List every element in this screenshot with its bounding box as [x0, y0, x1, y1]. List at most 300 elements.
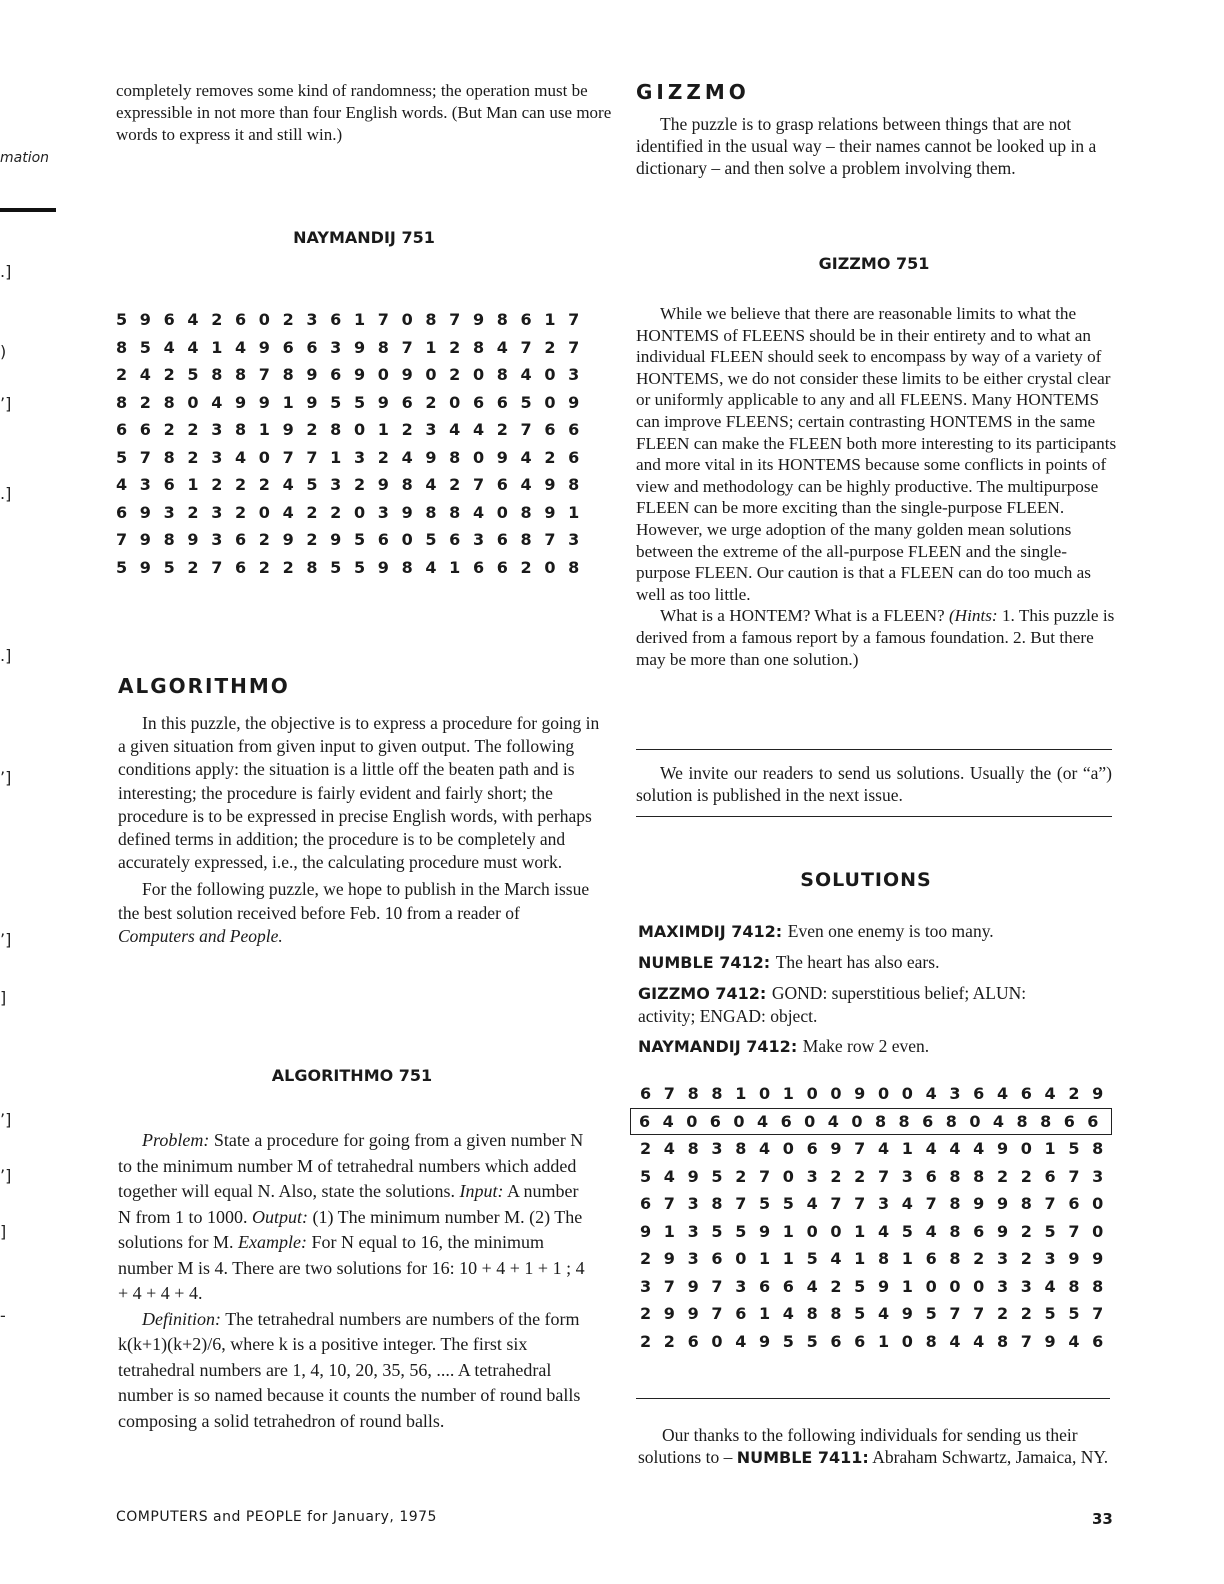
thanks-rule: [636, 1398, 1110, 1399]
gizzmo-intro-paragraph: The puzzle is to grasp relations between things that are not identified in the usual way – their names cannot be looked up in a dictionary – and then solve a problem involving them.: [636, 114, 1097, 178]
naymandij-digit: 6: [163, 475, 175, 495]
algorithmo-description: [118, 712, 600, 948]
solution-grid-digit: 9: [758, 1331, 771, 1351]
solution-grid-digit: 9: [996, 1221, 1009, 1241]
solution-grid-digit: 0: [1092, 1194, 1104, 1214]
naymandij-digit: 5: [116, 447, 128, 467]
naymandij-digit: 0: [472, 365, 485, 385]
naymandij-digit: 6: [377, 530, 389, 550]
naymandij-digit: 2: [330, 502, 342, 522]
margin-fragment: mation: [0, 150, 50, 166]
definition-paragraph: [118, 1307, 586, 1435]
naymandij-digit: 7: [544, 530, 556, 550]
margin-bracket: ’]: [0, 394, 12, 413]
naymandij-digit: 4: [449, 420, 461, 440]
naymandij-digit: 0: [449, 392, 461, 412]
naymandij-digit: 6: [520, 310, 532, 330]
naymandij-digit: 8: [211, 365, 223, 385]
solution-grid-digit: 1: [877, 1331, 890, 1351]
solution-grid-digit: 5: [711, 1166, 723, 1186]
solution-grid-digit: 8: [1068, 1276, 1080, 1296]
naymandij-digit: 3: [211, 420, 223, 440]
naymandij-digit: 5: [520, 392, 532, 412]
solution-grid-digit: 6: [973, 1221, 985, 1241]
solution-grid-digit: 1: [1044, 1139, 1056, 1159]
naymandij-digit: 8: [520, 502, 532, 522]
invite-rule-bottom: [636, 816, 1112, 817]
naymandij-digit: 3: [330, 475, 342, 495]
intro-paragraph: completely removes some kind of randomness; the operation must be expressible in not more than four English words. (But Man can use more words to express it and still win.): [116, 81, 612, 144]
solution-text: GOND: superstitious belief; ALUN: activity; ENGAD: object.: [638, 983, 1027, 1026]
solution-grid-digit: 8: [949, 1194, 961, 1214]
solution-grid-digit: 5: [1044, 1221, 1056, 1241]
solution-grid-digit: 4: [949, 1331, 961, 1351]
solution-grid-row: [636, 1328, 1116, 1356]
solution-grid-digit: 7: [663, 1194, 675, 1214]
naymandij-digit: 0: [377, 365, 389, 385]
algorithmo-heading: ALGORITHMO: [118, 674, 290, 698]
naymandij-digit: 0: [353, 420, 366, 440]
naymandij-digit: 4: [234, 337, 247, 357]
naymandij-digit: 2: [520, 557, 532, 577]
naymandij-digit: 0: [425, 365, 437, 385]
solution-grid-digit: 6: [1087, 1111, 1099, 1131]
naymandij-digit: 2: [544, 337, 556, 357]
solution-grid-digit: 0: [686, 1111, 698, 1131]
margin-bracket: .]: [0, 484, 12, 503]
naymandij-digit: 8: [306, 557, 318, 577]
naymandij-digit: 1: [377, 420, 389, 440]
algorithmo751-body: [118, 1128, 586, 1434]
naymandij-digit: 2: [163, 365, 175, 385]
margin-bracket: ’]: [0, 930, 12, 949]
naymandij-digit: 3: [211, 530, 223, 550]
naymandij-title: NAYMANDIJ 751: [293, 228, 435, 247]
naymandij-digit: 4: [282, 502, 294, 522]
naymandij-digit: 9: [353, 337, 366, 357]
naymandij-digit: 9: [306, 365, 318, 385]
gizzmo-questions: What is a HONTEM? What is a FLEEN?: [660, 606, 949, 626]
solution-grid-row: [636, 1135, 1116, 1163]
naymandij-digit: 3: [568, 530, 580, 550]
naymandij-digit: 8: [282, 365, 294, 385]
solution-grid-digit: 7: [1044, 1194, 1056, 1214]
solution-grid-digit: 4: [973, 1139, 985, 1159]
naymandij-digit: 8: [425, 310, 437, 330]
solution-grid-digit: 6: [711, 1249, 723, 1269]
problem-text: State a procedure for going from a given number N to the minimum number M of tetrahedral numbers which added together will equal N. Also, state the solutions.: [118, 1130, 584, 1201]
solution-grid-digit: 9: [854, 1084, 866, 1104]
solution-grid-digit: 9: [640, 1221, 652, 1241]
margin-bracket: -: [0, 1306, 6, 1325]
naymandij-digit: 8: [163, 530, 175, 550]
naymandij-digit: 8: [116, 392, 128, 412]
solution-grid-digit: 8: [877, 1249, 890, 1269]
solution-grid-digit: 6: [922, 1111, 934, 1131]
naymandij-row: [116, 554, 592, 582]
solution-text: The heart has also ears.: [775, 952, 940, 972]
solution-grid-digit: 4: [758, 1139, 771, 1159]
naymandij-digit: 3: [211, 447, 223, 467]
problem-paragraph: [118, 1128, 586, 1307]
hints-text: 1. This puzzle is derived from a famous report by a famous foundation. 2. But there may be more than one solution.): [636, 606, 1115, 669]
input-text: A number N from 1 to 1000.: [118, 1181, 579, 1227]
naymandij-digit: 6: [568, 420, 580, 440]
solution-grid-digit: 6: [758, 1276, 771, 1296]
naymandij-digit: 3: [163, 502, 175, 522]
solution-grid-digit: 2: [996, 1304, 1009, 1324]
gizzmo751-body: [636, 303, 1120, 670]
solution-item: [638, 1035, 1114, 1058]
naymandij-digit: 0: [187, 392, 199, 412]
naymandij-digit: 0: [353, 502, 366, 522]
solution-grid-digit: 2: [1020, 1221, 1032, 1241]
solution-grid-digit: 8: [1092, 1139, 1104, 1159]
solution-grid-digit: 9: [996, 1194, 1009, 1214]
solution-grid-row: [636, 1218, 1116, 1246]
solution-grid-digit: 0: [877, 1084, 890, 1104]
naymandij-digit: 4: [520, 365, 532, 385]
naymandij-digit: 6: [330, 365, 342, 385]
naymandij-digit: 0: [544, 392, 556, 412]
solution-grid-digit: 6: [782, 1276, 794, 1296]
naymandij-digit: 6: [496, 557, 508, 577]
naymandij-digit: 6: [496, 392, 508, 412]
naymandij-digit: 8: [449, 502, 461, 522]
naymandij-digit: 2: [401, 420, 413, 440]
naymandij-digit: 1: [568, 502, 580, 522]
naymandij-digit: 8: [234, 365, 247, 385]
solution-grid-digit: 5: [1044, 1304, 1056, 1324]
solution-grid-digit: 7: [711, 1276, 723, 1296]
naymandij-digit: 6: [234, 557, 247, 577]
solution-grid-digit: 2: [735, 1166, 747, 1186]
solution-grid-digit: 2: [1020, 1249, 1032, 1269]
solution-grid-digit: 2: [996, 1166, 1009, 1186]
naymandij-digit: 9: [377, 475, 389, 495]
solution-grid-digit: 6: [639, 1111, 651, 1131]
solution-grid-digit: 4: [806, 1194, 818, 1214]
solution-grid-digit: 9: [1092, 1249, 1104, 1269]
naymandij-digit: 0: [496, 502, 508, 522]
naymandij-grid: [116, 306, 592, 581]
naymandij-digit: 1: [258, 420, 270, 440]
solution-grid-digit: 6: [1020, 1084, 1032, 1104]
naymandij-digit: 2: [282, 310, 294, 330]
solution-grid-digit: 9: [1068, 1249, 1080, 1269]
solution-grid-digit: 1: [663, 1221, 675, 1241]
solution-grid-digit: 0: [901, 1331, 913, 1351]
naymandij-digit: 6: [116, 502, 128, 522]
solution-grid-row: [636, 1300, 1116, 1328]
solution-grid-digit: 5: [1068, 1139, 1080, 1159]
solution-grid-digit: 8: [925, 1331, 937, 1351]
naymandij-digit: 6: [282, 337, 294, 357]
naymandij-digit: 8: [116, 337, 128, 357]
solution-grid-digit: 9: [996, 1139, 1009, 1159]
solution-grid-digit: 8: [996, 1331, 1009, 1351]
solution-grid-digit: 9: [687, 1276, 699, 1296]
naymandij-digit: 2: [306, 502, 318, 522]
naymandij-digit: 5: [353, 530, 366, 550]
solution-grid-digit: 4: [663, 1139, 675, 1159]
naymandij-row: [116, 471, 592, 499]
naymandij-digit: 2: [258, 475, 270, 495]
solution-grid-digit: 0: [901, 1084, 913, 1104]
solution-label: NUMBLE 7412:: [638, 953, 776, 972]
solution-grid-digit: 8: [687, 1139, 699, 1159]
gizzmo-paragraph-1: While we believe that there are reasonable limits to what the HONTEMS of FLEENS should be in their entirety and to what an individual FLEEN should seek to encompass by way of a variety of HONTEMS, we do not consider these limits to be either crystal clear or uniformly applicable to any and all FLEENS. Many HONTEMS can improve FLEENS; certain contrasting HONTEMS in the same FLEEN can make the FLEEN both more interesting to its participants and more vital in its HONTEMS because some conflicts in points of view and methodology can be highly productive. The multipurpose FLEEN can be more exciting than the single-purpose FLEEN. However, we urge adoption of the many golden mean solutions between the extreme of the all-purpose FLEEN and the single-purpose FLEEN. Our caution is that a FLEEN can do too much as well as too little.: [636, 304, 1117, 604]
solution-grid-digit: 8: [735, 1139, 747, 1159]
solution-grid-digit: 1: [854, 1221, 866, 1241]
naymandij-digit: 8: [163, 447, 175, 467]
naymandij-digit: 7: [139, 447, 151, 467]
solution-grid-digit: 8: [949, 1221, 961, 1241]
solution-grid-digit: 5: [901, 1221, 913, 1241]
naymandij-digit: 5: [353, 557, 366, 577]
naymandij-digit: 2: [306, 420, 318, 440]
naymandij-digit: 1: [187, 475, 199, 495]
naymandij-digit: 2: [449, 475, 461, 495]
naymandij-digit: 8: [568, 475, 580, 495]
naymandij-digit: 4: [401, 447, 413, 467]
naymandij-digit: 9: [425, 447, 437, 467]
solution-grid-digit: 9: [901, 1304, 913, 1324]
naymandij-digit: 6: [472, 392, 485, 412]
margin-bracket: .]: [0, 646, 12, 665]
naymandij-digit: 5: [330, 557, 342, 577]
solution-grid-digit: 0: [830, 1221, 842, 1241]
naymandij-digit: 2: [187, 420, 199, 440]
naymandij-digit: 4: [425, 475, 437, 495]
solution-grid-digit: 7: [854, 1139, 866, 1159]
solution-grid-digit: 7: [877, 1166, 890, 1186]
solution-grid-digit: 4: [1044, 1276, 1056, 1296]
solution-grid-digit: 4: [782, 1304, 794, 1324]
solution-grid-digit: 6: [687, 1331, 699, 1351]
solution-grid-digit: 7: [711, 1304, 723, 1324]
algorithmo-paragraph-2: [118, 878, 600, 948]
margin-bracket: .]: [0, 262, 12, 281]
solution-item: [638, 951, 1114, 974]
solution-grid-digit: 6: [1044, 1166, 1056, 1186]
solution-grid-digit: 9: [1044, 1331, 1056, 1351]
solution-grid-digit: 5: [758, 1194, 771, 1214]
solution-grid-digit: 3: [687, 1194, 699, 1214]
naymandij-digit: 3: [353, 447, 366, 467]
solution-grid-digit: 1: [758, 1249, 771, 1269]
naymandij-digit: 2: [234, 475, 247, 495]
naymandij-digit: 6: [116, 420, 128, 440]
solution-grid-digit: 0: [804, 1111, 816, 1131]
naymandij-digit: 6: [496, 475, 508, 495]
solution-grid-digit: 1: [782, 1084, 794, 1104]
naymandij-digit: 5: [116, 557, 128, 577]
gizzmo-intro: [636, 113, 1112, 179]
naymandij-row: [116, 416, 592, 444]
solution-grid-digit: 3: [806, 1166, 818, 1186]
left-intro: [116, 80, 616, 146]
naymandij-digit: 6: [234, 310, 247, 330]
naymandij-digit: 1: [353, 310, 366, 330]
solution-grid-digit: 8: [949, 1166, 961, 1186]
page-number: 33: [1092, 1510, 1113, 1528]
solution-grid-digit: 4: [901, 1194, 913, 1214]
solution-grid-digit: 7: [758, 1166, 771, 1186]
solution-grid-digit: 2: [1068, 1084, 1080, 1104]
naymandij-digit: 2: [187, 557, 199, 577]
naymandij-digit: 6: [330, 310, 342, 330]
naymandij-row: [116, 526, 592, 554]
solution-grid-digit: 8: [949, 1249, 961, 1269]
solution-grid-digit: 8: [1020, 1194, 1032, 1214]
solution-grid-digit: 8: [973, 1166, 985, 1186]
naymandij-digit: 2: [234, 502, 247, 522]
naymandij-digit: 7: [520, 337, 532, 357]
solution-text: Make row 2 even.: [802, 1036, 930, 1056]
naymandij-digit: 7: [306, 447, 318, 467]
naymandij-digit: 6: [449, 530, 461, 550]
solution-grid-digit: 5: [854, 1304, 866, 1324]
solution-grid-digit: 6: [640, 1084, 652, 1104]
algorithmo751-title: ALGORITHMO 751: [271, 1066, 433, 1085]
naymandij-digit: 2: [496, 420, 508, 440]
naymandij-digit: 4: [472, 502, 485, 522]
solution-grid-digit: 6: [925, 1166, 937, 1186]
solution-grid-digit: 0: [830, 1084, 842, 1104]
naymandij-digit: 1: [425, 337, 437, 357]
naymandij-digit: 1: [544, 310, 556, 330]
naymandij-digit: 5: [163, 557, 175, 577]
solution-grid-digit: 2: [640, 1304, 652, 1324]
solution-grid-digit: 7: [925, 1194, 937, 1214]
naymandij-row: [116, 361, 592, 389]
solution-grid-digit: 2: [663, 1331, 675, 1351]
solution-grid-digit: 8: [945, 1111, 957, 1131]
solution-grid-digit: 0: [925, 1276, 937, 1296]
invite-box: [636, 762, 1112, 806]
naymandij-digit: 6: [139, 420, 151, 440]
naymandij-digit: 3: [472, 530, 485, 550]
solution-grid-digit: 3: [949, 1084, 961, 1104]
solution-grid-digit: 4: [877, 1221, 890, 1241]
naymandij-digit: 0: [258, 310, 270, 330]
thanks-block: [638, 1424, 1112, 1469]
solution-grid-digit: 7: [1020, 1331, 1032, 1351]
solution-grid-row: [636, 1080, 1116, 1108]
naymandij-digit: 6: [234, 530, 247, 550]
naymandij-digit: 9: [258, 337, 270, 357]
solution-grid-digit: 3: [996, 1276, 1009, 1296]
solution-grid-digit: 4: [973, 1331, 985, 1351]
solution-grid-digit: 0: [782, 1166, 794, 1186]
naymandij-digit: 4: [520, 447, 532, 467]
naymandij-digit: 2: [377, 447, 389, 467]
naymandij-digit: 4: [425, 557, 437, 577]
naymandij-digit: 5: [139, 337, 151, 357]
naymandij-digit: 3: [330, 337, 342, 357]
thanks-paragraph: [638, 1424, 1112, 1469]
naymandij-digit: 9: [401, 502, 413, 522]
naymandij-digit: 0: [544, 557, 556, 577]
naymandij-digit: 6: [306, 337, 318, 357]
naymandij-digit: 6: [401, 392, 413, 412]
naymandij-digit: 8: [401, 475, 413, 495]
naymandij-digit: 2: [282, 557, 294, 577]
solution-grid-digit: 1: [901, 1139, 913, 1159]
naymandij-digit: 2: [139, 392, 151, 412]
solution-grid-row: [636, 1163, 1116, 1191]
magazine-name: Computers and People.: [118, 925, 283, 946]
solution-grid-digit: 0: [1020, 1139, 1032, 1159]
solutions-list: [638, 920, 1114, 1066]
naymandij-digit: 7: [472, 475, 485, 495]
naymandij-digit: 8: [401, 557, 413, 577]
solution-grid-digit: 3: [735, 1276, 747, 1296]
naymandij-digit: 1: [211, 337, 223, 357]
solution-grid-digit: 6: [973, 1084, 985, 1104]
solution-grid-digit: 4: [663, 1166, 675, 1186]
naymandij-digit: 9: [258, 392, 270, 412]
solution-grid-digit: 7: [949, 1304, 961, 1324]
naymandij-digit: 4: [163, 337, 175, 357]
naymandij-digit: 9: [544, 475, 556, 495]
naymandij-digit: 5: [353, 392, 366, 412]
solution-grid-digit: 2: [1020, 1166, 1032, 1186]
solution-text: Even one enemy is too many.: [787, 921, 994, 941]
naymandij-digit: 9: [139, 502, 151, 522]
solution-grid-digit: 9: [877, 1276, 890, 1296]
naymandij-digit: 1: [330, 447, 342, 467]
solution-grid-digit: 8: [711, 1194, 723, 1214]
solution-grid-digit: 0: [806, 1221, 818, 1241]
naymandij-digit: 9: [496, 447, 508, 467]
invite-text: We invite our readers to send us solutions. Usually the (or “a”) solution is published in the next issue.: [636, 763, 1112, 805]
naymandij-digit: 7: [568, 337, 580, 357]
solution-label: NAYMANDIJ 7412:: [638, 1037, 803, 1056]
solution-grid-digit: 9: [1092, 1084, 1104, 1104]
solution-grid-digit: 5: [806, 1331, 818, 1351]
input-label: Input:: [459, 1181, 504, 1201]
naymandij-digit: 6: [544, 420, 556, 440]
solution-grid-digit: 4: [1068, 1331, 1080, 1351]
solution-grid-row: [636, 1273, 1116, 1301]
naymandij-row: [116, 306, 592, 334]
naymandij-digit: 3: [568, 365, 580, 385]
naymandij-digit: 0: [472, 447, 485, 467]
solution-grid: [636, 1080, 1116, 1355]
naymandij-digit: 9: [282, 420, 294, 440]
solution-grid-row: [636, 1245, 1116, 1273]
naymandij-digit: 8: [568, 557, 580, 577]
solution-grid-digit: 4: [806, 1276, 818, 1296]
definition-text: The tetrahedral numbers are numbers of the form k(k+1)(k+2)/6, where k is a positive integer. The first six tetrahedral numbers are 1, 4, 10, 20, 35, 56, .... A tetrahedral number is so named because it counts the number of round balls composing a solid tetrahedron of round balls.: [118, 1308, 581, 1431]
naymandij-digit: 7: [258, 365, 270, 385]
solution-grid-digit: 7: [1068, 1221, 1080, 1241]
naymandij-digit: 7: [282, 447, 294, 467]
naymandij-digit: 0: [401, 310, 413, 330]
solution-grid-digit: 4: [996, 1084, 1009, 1104]
solution-grid-digit: 4: [756, 1111, 769, 1131]
solution-grid-digit: 9: [687, 1304, 699, 1324]
solution-grid-digit: 4: [925, 1139, 937, 1159]
solution-grid-digit: 5: [854, 1276, 866, 1296]
solution-grid-digit: 3: [1044, 1249, 1056, 1269]
solution-grid-digit: 3: [640, 1276, 652, 1296]
solution-label: GIZZMO 7412:: [638, 984, 772, 1003]
solution-grid-digit: 7: [973, 1304, 985, 1324]
naymandij-digit: 1: [282, 392, 294, 412]
